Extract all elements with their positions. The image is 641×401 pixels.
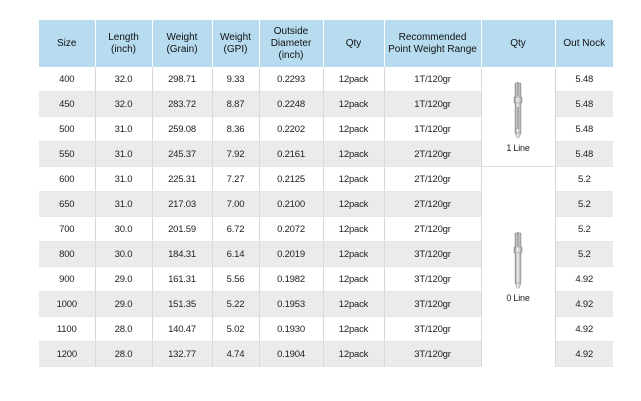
cell-weight-gpi: 7.92 bbox=[212, 142, 259, 167]
cell-weight-grain: 184.31 bbox=[152, 242, 212, 267]
cell-weight-grain: 151.35 bbox=[152, 292, 212, 317]
header-qty: Qty bbox=[323, 20, 384, 67]
cell-size: 1100 bbox=[39, 317, 95, 342]
cell-out-nock: 4.92 bbox=[555, 317, 613, 342]
cell-qty: 12pack bbox=[323, 217, 384, 242]
table-row bbox=[39, 167, 613, 192]
cell-out-nock: 5.2 bbox=[555, 167, 613, 192]
cell-length: 28.0 bbox=[95, 342, 152, 367]
cell-weight-gpi: 9.33 bbox=[212, 67, 259, 92]
cell-outside-diameter: 0.1982 bbox=[259, 267, 323, 292]
header-length: Length (inch) bbox=[95, 20, 152, 67]
cell-size: 1000 bbox=[39, 292, 95, 317]
cell-point-weight: 1T/120gr bbox=[384, 92, 481, 117]
header-recommended-point: Recommended Point Weight Range bbox=[384, 20, 481, 67]
cell-point-weight: 3T/120gr bbox=[384, 242, 481, 267]
nock-0-line-icon bbox=[509, 231, 527, 289]
spine-chart bbox=[39, 20, 613, 367]
cell-out-nock: 5.48 bbox=[555, 117, 613, 142]
cell-qty: 12pack bbox=[323, 117, 384, 142]
cell-qty: 12pack bbox=[323, 267, 384, 292]
cell-size: 800 bbox=[39, 242, 95, 267]
cell-weight-gpi: 8.36 bbox=[212, 117, 259, 142]
cell-point-weight: 3T/120gr bbox=[384, 342, 481, 367]
cell-outside-diameter: 0.2072 bbox=[259, 217, 323, 242]
cell-length: 29.0 bbox=[95, 292, 152, 317]
cell-point-weight: 1T/120gr bbox=[384, 67, 481, 92]
cell-out-nock: 4.92 bbox=[555, 342, 613, 367]
cell-size: 1200 bbox=[39, 342, 95, 367]
cell-point-weight: 3T/120gr bbox=[384, 292, 481, 317]
cell-qty: 12pack bbox=[323, 292, 384, 317]
cell-out-nock: 4.92 bbox=[555, 267, 613, 292]
cell-size: 650 bbox=[39, 192, 95, 217]
cell-length: 30.0 bbox=[95, 217, 152, 242]
header-outside-diameter: Outside Diameter (inch) bbox=[259, 20, 323, 67]
cell-point-weight: 2T/120gr bbox=[384, 192, 481, 217]
nock-illustration bbox=[482, 81, 555, 153]
cell-outside-diameter: 0.1953 bbox=[259, 292, 323, 317]
nock-group-0-line bbox=[481, 167, 555, 367]
cell-length: 28.0 bbox=[95, 317, 152, 342]
cell-out-nock: 5.48 bbox=[555, 142, 613, 167]
nock-illustration bbox=[482, 231, 555, 303]
spine-table bbox=[39, 20, 613, 367]
cell-length: 29.0 bbox=[95, 267, 152, 292]
cell-weight-grain: 298.71 bbox=[152, 67, 212, 92]
nock-line-label: 1 Line bbox=[506, 142, 530, 153]
cell-length: 32.0 bbox=[95, 92, 152, 117]
cell-outside-diameter: 0.2125 bbox=[259, 167, 323, 192]
cell-weight-grain: 217.03 bbox=[152, 192, 212, 217]
cell-length: 31.0 bbox=[95, 117, 152, 142]
cell-outside-diameter: 0.2293 bbox=[259, 67, 323, 92]
cell-weight-gpi: 4.74 bbox=[212, 342, 259, 367]
cell-out-nock: 4.92 bbox=[555, 292, 613, 317]
cell-size: 450 bbox=[39, 92, 95, 117]
cell-qty: 12pack bbox=[323, 317, 384, 342]
header-size: Size bbox=[39, 20, 95, 67]
cell-length: 31.0 bbox=[95, 142, 152, 167]
cell-size: 600 bbox=[39, 167, 95, 192]
cell-weight-grain: 140.47 bbox=[152, 317, 212, 342]
cell-outside-diameter: 0.2019 bbox=[259, 242, 323, 267]
header-weight-grain: Weight (Grain) bbox=[152, 20, 212, 67]
cell-qty: 12pack bbox=[323, 142, 384, 167]
cell-size: 500 bbox=[39, 117, 95, 142]
nock-1-line-icon bbox=[509, 81, 527, 139]
cell-weight-grain: 245.37 bbox=[152, 142, 212, 167]
cell-size: 700 bbox=[39, 217, 95, 242]
cell-qty: 12pack bbox=[323, 92, 384, 117]
cell-outside-diameter: 0.2161 bbox=[259, 142, 323, 167]
cell-weight-gpi: 5.56 bbox=[212, 267, 259, 292]
cell-point-weight: 2T/120gr bbox=[384, 142, 481, 167]
cell-outside-diameter: 0.2100 bbox=[259, 192, 323, 217]
cell-weight-grain: 225.31 bbox=[152, 167, 212, 192]
cell-out-nock: 5.48 bbox=[555, 92, 613, 117]
cell-length: 32.0 bbox=[95, 67, 152, 92]
cell-point-weight: 2T/120gr bbox=[384, 217, 481, 242]
cell-weight-gpi: 8.87 bbox=[212, 92, 259, 117]
nock-group-1-line bbox=[481, 67, 555, 167]
cell-weight-gpi: 7.27 bbox=[212, 167, 259, 192]
cell-outside-diameter: 0.1930 bbox=[259, 317, 323, 342]
cell-out-nock: 5.2 bbox=[555, 242, 613, 267]
cell-qty: 12pack bbox=[323, 167, 384, 192]
cell-weight-grain: 283.72 bbox=[152, 92, 212, 117]
header-out-nock: Out Nock bbox=[555, 20, 613, 67]
cell-size: 400 bbox=[39, 67, 95, 92]
cell-qty: 12pack bbox=[323, 192, 384, 217]
cell-weight-gpi: 5.22 bbox=[212, 292, 259, 317]
cell-weight-grain: 132.77 bbox=[152, 342, 212, 367]
cell-qty: 12pack bbox=[323, 67, 384, 92]
cell-point-weight: 3T/120gr bbox=[384, 317, 481, 342]
cell-weight-gpi: 6.72 bbox=[212, 217, 259, 242]
cell-weight-gpi: 6.14 bbox=[212, 242, 259, 267]
cell-weight-gpi: 7.00 bbox=[212, 192, 259, 217]
cell-length: 31.0 bbox=[95, 167, 152, 192]
nock-line-label: 0 Line bbox=[506, 292, 530, 303]
table-header-row bbox=[39, 20, 613, 67]
cell-outside-diameter: 0.2248 bbox=[259, 92, 323, 117]
cell-out-nock: 5.2 bbox=[555, 217, 613, 242]
cell-size: 900 bbox=[39, 267, 95, 292]
cell-point-weight: 3T/120gr bbox=[384, 267, 481, 292]
cell-length: 31.0 bbox=[95, 192, 152, 217]
cell-qty: 12pack bbox=[323, 242, 384, 267]
cell-weight-grain: 201.59 bbox=[152, 217, 212, 242]
cell-length: 30.0 bbox=[95, 242, 152, 267]
cell-outside-diameter: 0.2202 bbox=[259, 117, 323, 142]
cell-weight-gpi: 5.02 bbox=[212, 317, 259, 342]
table-body bbox=[39, 67, 613, 367]
cell-qty: 12pack bbox=[323, 342, 384, 367]
cell-out-nock: 5.48 bbox=[555, 67, 613, 92]
table-row bbox=[39, 67, 613, 92]
cell-weight-grain: 259.08 bbox=[152, 117, 212, 142]
header-weight-gpi: Weight (GPI) bbox=[212, 20, 259, 67]
cell-point-weight: 2T/120gr bbox=[384, 167, 481, 192]
cell-out-nock: 5.2 bbox=[555, 192, 613, 217]
cell-size: 550 bbox=[39, 142, 95, 167]
cell-weight-grain: 161.31 bbox=[152, 267, 212, 292]
cell-point-weight: 1T/120gr bbox=[384, 117, 481, 142]
cell-outside-diameter: 0.1904 bbox=[259, 342, 323, 367]
header-qty-2: Qty bbox=[481, 20, 555, 67]
